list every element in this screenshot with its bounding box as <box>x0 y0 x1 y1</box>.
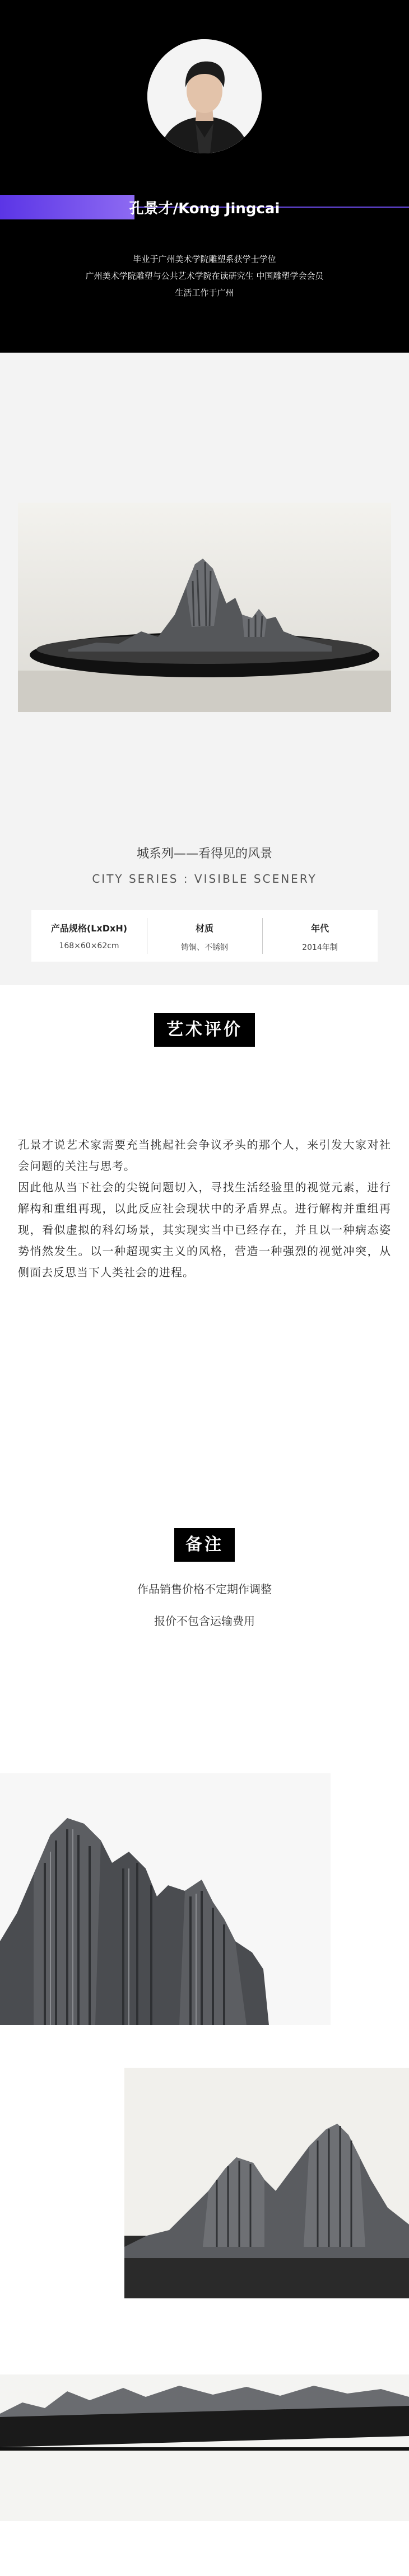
artwork-section <box>0 353 409 985</box>
artwork-spec-table <box>31 910 378 962</box>
review-paragraph: 孔景才说艺术家需要充当挑起社会争议矛头的那个人，来引发大家对社会问题的关注与思考。 <box>18 1138 391 1173</box>
portrait-icon <box>147 39 262 153</box>
review-heading: 艺术评价 <box>154 1013 255 1047</box>
note-line: 报价不包含运输费用 <box>154 1614 255 1628</box>
artwork-photo <box>18 503 391 712</box>
artist-name: 孔景才/Kong Jingcai <box>129 200 280 217</box>
spec-label: 产品规格(LxDxH) <box>50 923 128 934</box>
note-line: 作品销售价格不定期作调整 <box>137 1582 272 1596</box>
review-text <box>18 1134 391 1283</box>
bio-line: 广州美术学院雕塑与公共艺术学院在读研究生 中国雕塑学会会员 <box>85 271 324 281</box>
artist-bio <box>0 251 409 301</box>
sculpture-base-image <box>0 2374 409 2521</box>
spec-size <box>31 910 147 962</box>
detail-photo-base <box>0 2374 409 2521</box>
spec-label: 年代 <box>310 923 329 934</box>
spec-label: 材质 <box>195 923 213 934</box>
artwork-title-english: CITY SERIES : VISIBLE SCENERY <box>92 872 317 886</box>
artwork-title: 城系列——看得见的风景 <box>136 847 272 861</box>
bio-line: 毕业于广州美术学院雕塑系获学士学位 <box>133 254 276 264</box>
spec-value: 铸铜、不锈钢 <box>181 943 228 952</box>
spec-value: 2014年制 <box>302 943 338 952</box>
review-paragraph: 因此他从当下社会的尖锐问题切入，寻找生活经验里的视觉元素，进行解构和重组再现，以此反应社会现状中的矛盾界点。进行解构并重组再现，看似虚拟的科幻场景，其实现实当中已经存在，并且以一种病态姿势悄然发生。以一种超现实主义的风格，营造一种强烈的视觉冲突，从侧面去反思当下人类社会的进程。 <box>18 1181 391 1279</box>
spec-material <box>147 910 262 962</box>
artist-avatar <box>147 39 262 153</box>
artist-header <box>0 0 409 353</box>
detail-photo-closeup <box>0 1773 331 2025</box>
sculpture-side-image <box>124 2068 409 2298</box>
sculpture-image <box>18 503 391 712</box>
bio-line: 生活工作于广州 <box>175 288 234 298</box>
note-heading: 备注 <box>174 1528 235 1562</box>
spec-value: 168×60×62cm <box>59 942 119 950</box>
detail-photo-side <box>124 2068 409 2298</box>
sculpture-closeup-image <box>0 1773 331 2025</box>
spec-year <box>262 910 378 962</box>
